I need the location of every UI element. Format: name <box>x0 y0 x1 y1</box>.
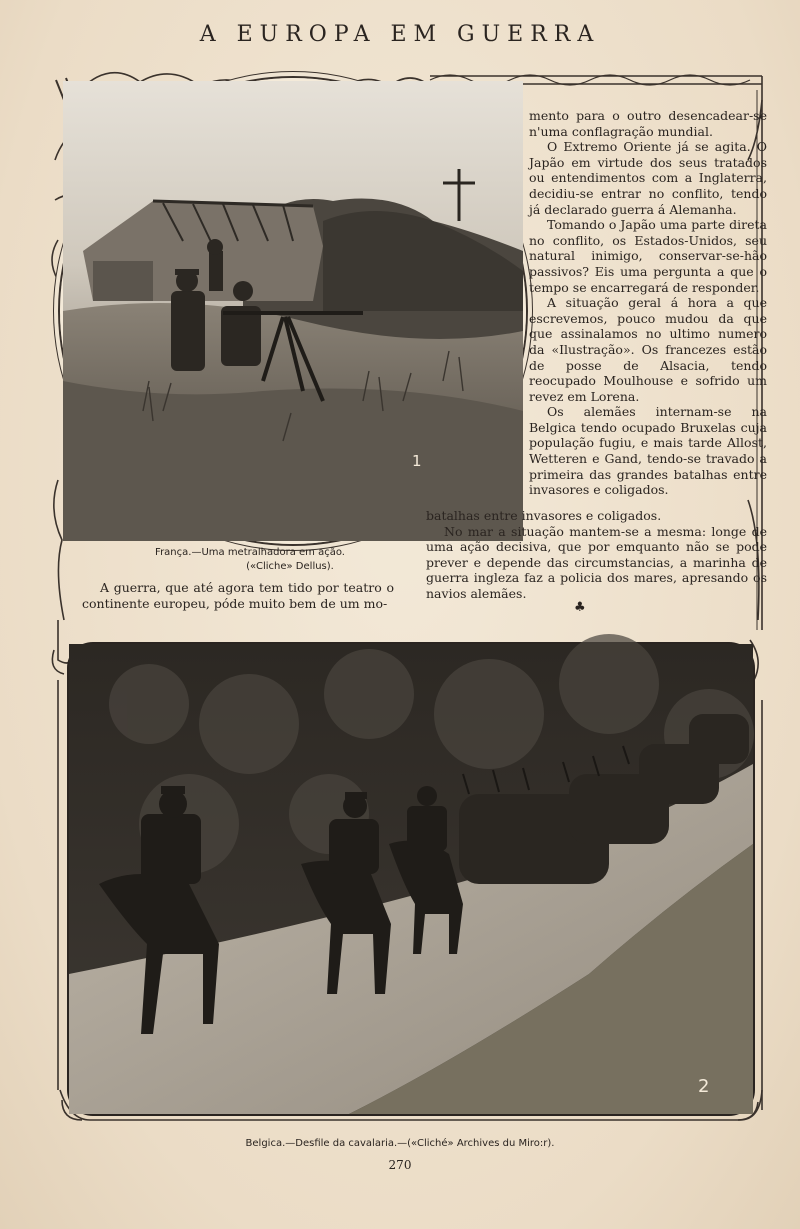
article-tail-line: batalhas entre invasores e coligados. <box>426 508 662 523</box>
article-paragraph: Os alemães internam-se na Belgica tendo ocupado Bruxelas cuja população fugiu, e mais tarde Allost, Wetteren e Gand, tendo-se travado a primeira das grandes batalhas entre invasores e coligados. <box>529 404 767 498</box>
machine-gun-photo <box>60 78 526 544</box>
article-paragraph: Tomando o Japão uma parte direta no conflito, os Estados-Unidos, seu natural inimigo, conservar-se-hão passivos? Eis uma pergunta a que o tempo se encarregará de responder. <box>529 217 767 295</box>
article-paragraph: O Extremo Oriente já se agita. O Japão em virtude dos seus tratados ou entendimentos com a Inglaterra, decidiu-se entrar no conflito, tendo já declarado guerra á Alemanha. <box>529 139 767 217</box>
page-title: A EUROPA EM GUERRA <box>199 22 601 47</box>
cavalry-parade-photo <box>67 642 755 1116</box>
article-paragraph: A situação geral á hora a que escrevemos, pouco mudou da que que assinalamos no ultimo numero da «Ilustração». Os francezes estão de posse de Alsacia, tendo reocupado Moulhouse e sofrido um revez em Lorena. <box>529 295 767 404</box>
photo-caption-1-line2: («Cliche» Dellus). <box>246 561 334 572</box>
photo-caption-1-line1: França.—Uma metralhadora em ação. <box>155 547 345 558</box>
photo-number-2: 2 <box>698 1076 710 1097</box>
article-paragraph: No mar a situação mantem-se a mesma: longe de uma ação decisiva, que por emquanto não se pode prever e depende das circumstancias, a marinha de guerra ingleza faz a policia dos mares, apresando os navios alemães. <box>426 523 767 601</box>
photo-caption-1 <box>120 546 380 574</box>
cavalry-parade-photo-image <box>69 644 753 1114</box>
fleuron-icon: ♣ <box>574 600 586 615</box>
article-paragraph: A guerra, que até agora tem tido por teatro o continente europeu, póde muito bem de um mo- <box>82 580 394 611</box>
machine-gun-photo-image <box>63 81 523 541</box>
page-number: 270 <box>388 1158 412 1172</box>
article-tail <box>426 508 767 602</box>
photo-number-1: 1 <box>412 452 422 470</box>
photo-caption-2: Belgica.—Desfile da cavalaria.—(«Cliché» Archives du Miro:r). <box>245 1138 555 1149</box>
article-right-column <box>529 108 767 498</box>
article-paragraph: mento para o outro desencadear-se n'uma conflagração mundial. <box>529 108 767 139</box>
article-left-column <box>82 580 394 611</box>
